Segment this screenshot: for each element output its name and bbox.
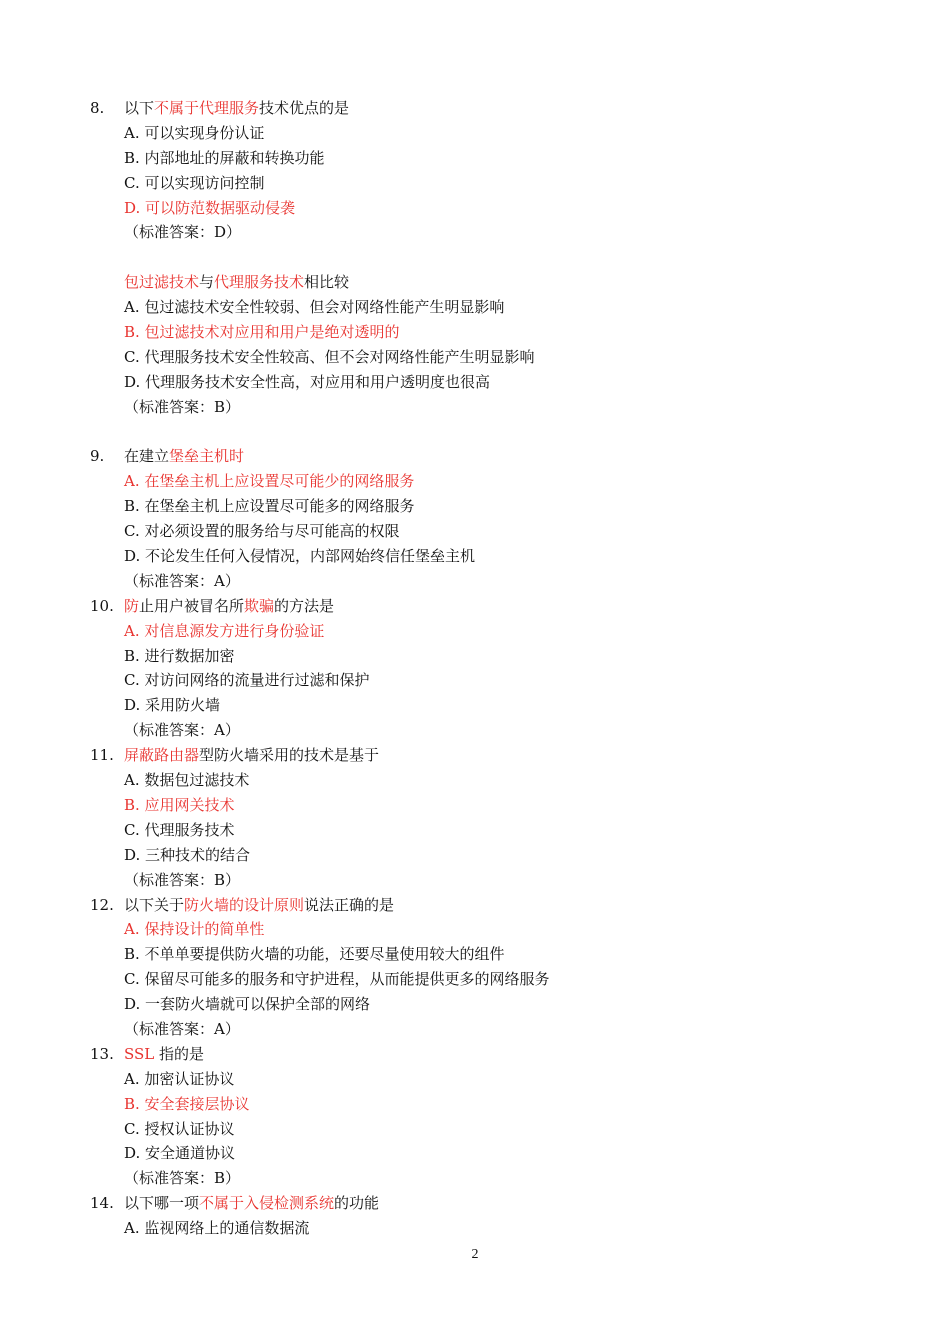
- answer-row: [0, 395, 950, 420]
- option-row: [0, 942, 950, 967]
- option-row: [0, 818, 950, 843]
- answer-option: C. 对访问网络的流量进行过滤和保护: [124, 671, 370, 690]
- option-row: [0, 345, 950, 370]
- answer-option: B. 进行数据加密: [124, 646, 235, 665]
- option-row: [0, 469, 950, 494]
- option-row: [0, 146, 950, 171]
- question-stem-row: [0, 1042, 950, 1067]
- answer-row: [0, 220, 950, 245]
- option-row: [0, 1092, 950, 1117]
- stem-text: 与: [199, 273, 215, 292]
- blank-line: [0, 420, 950, 445]
- answer-option: C. 对必须设置的服务给与尽可能高的权限: [124, 522, 400, 541]
- stem-text: 技术优点的是: [259, 99, 350, 117]
- option-row: [0, 793, 950, 818]
- standard-answer: （标准答案：A）: [124, 721, 240, 740]
- correct-option: A. 在堡垒主机上应设置尽可能少的网络服务: [124, 472, 415, 491]
- answer-option: C. 代理服务技术安全性较高、但不会对网络性能产生明显影响: [124, 347, 535, 366]
- question-block: [0, 444, 950, 593]
- stem-text: 止用户被冒名所: [139, 596, 245, 615]
- option-row: [0, 295, 950, 320]
- answer-option: D. 三种技术的结合: [124, 845, 251, 864]
- document-body: [0, 96, 950, 1241]
- question-stem: [124, 594, 334, 619]
- question-stem: [124, 743, 379, 768]
- correct-option: B. 安全套接层协议: [124, 1094, 250, 1113]
- question-stem: [124, 444, 244, 469]
- stem-text: 在建立: [124, 447, 170, 466]
- option-row: [0, 668, 950, 693]
- blank-line: [0, 245, 950, 270]
- question-block: [0, 1042, 950, 1191]
- answer-option: C. 保留尽可能多的服务和守护进程，从而能提供更多的网络服务: [124, 970, 550, 989]
- option-row: [0, 917, 950, 942]
- answer-option: A. 监视网络上的通信数据流: [124, 1219, 310, 1238]
- highlighted-keyword: 不属于代理服务: [154, 99, 260, 117]
- question-block: [0, 743, 950, 892]
- answer-option: B. 不单单要提供防火墙的功能，还要尽量使用较大的组件: [124, 945, 505, 964]
- question-block: [0, 270, 950, 444]
- highlighted-keyword: 代理服务技术: [214, 273, 305, 292]
- option-row: [0, 320, 950, 345]
- answer-option: C. 授权认证协议: [124, 1119, 235, 1138]
- question-block: [0, 96, 950, 270]
- option-row: [0, 1067, 950, 1092]
- question-stem-row: [0, 270, 950, 295]
- answer-row: [0, 1166, 950, 1191]
- highlighted-keyword: SSL: [124, 1044, 155, 1063]
- question-stem-row: [0, 893, 950, 918]
- option-row: [0, 693, 950, 718]
- question-block: [0, 893, 950, 1042]
- option-row: [0, 196, 950, 221]
- answer-row: [0, 868, 950, 893]
- standard-answer: （标准答案：A）: [124, 571, 240, 590]
- question-stem-row: [0, 444, 950, 469]
- option-row: [0, 370, 950, 395]
- standard-answer: （标准答案：B）: [124, 1169, 241, 1188]
- stem-text: 以下关于: [124, 895, 185, 914]
- highlighted-keyword: 包过滤技术: [124, 273, 200, 292]
- correct-option: A. 保持设计的简单性: [124, 920, 265, 939]
- option-row: [0, 644, 950, 669]
- answer-option: A. 加密认证协议: [124, 1069, 235, 1088]
- question-stem: [124, 893, 394, 918]
- stem-text: 型防火墙采用的技术是基于: [199, 746, 380, 765]
- answer-option: D. 代理服务技术安全性高，对应用和用户透明度也很高: [124, 372, 491, 391]
- option-row: [0, 171, 950, 196]
- question-stem-row: [0, 594, 950, 619]
- correct-option: A. 对信息源发方进行身份验证: [124, 621, 325, 640]
- stem-text: 说法正确的是: [304, 895, 395, 914]
- standard-answer: （标准答案：A）: [124, 1019, 240, 1038]
- answer-option: B. 内部地址的屏蔽和转换功能: [124, 148, 325, 167]
- page-number: 2: [471, 1247, 479, 1262]
- highlighted-keyword: 欺骗: [244, 596, 275, 615]
- highlighted-keyword: 防火墙的设计原则: [184, 895, 305, 914]
- answer-option: C. 代理服务技术: [124, 820, 235, 839]
- stem-text: 相比较: [304, 273, 350, 292]
- answer-option: D. 采用防火墙: [124, 696, 221, 715]
- stem-text: 的方法是: [274, 596, 335, 615]
- answer-option: B. 在堡垒主机上应设置尽可能多的网络服务: [124, 497, 415, 516]
- question-stem: [124, 270, 349, 295]
- question-number: 13.: [90, 1044, 114, 1063]
- question-number: 9.: [90, 447, 105, 466]
- question-stem-row: [0, 743, 950, 768]
- question-number: 12.: [90, 895, 114, 914]
- standard-answer: （标准答案：B）: [124, 397, 241, 416]
- question-stem: [124, 96, 349, 121]
- question-stem-row: [0, 1191, 950, 1216]
- option-row: [0, 768, 950, 793]
- stem-text: 以下哪一项: [124, 1194, 200, 1213]
- answer-option: A. 包过滤技术安全性较弱、但会对网络性能产生明显影响: [124, 298, 505, 317]
- highlighted-keyword: 堡垒主机时: [169, 447, 245, 466]
- question-number: 10.: [90, 596, 114, 615]
- question-stem-row: [0, 96, 950, 121]
- question-block: [0, 1191, 950, 1241]
- answer-row: [0, 569, 950, 594]
- option-row: [0, 992, 950, 1017]
- stem-text: 指的是: [154, 1044, 205, 1063]
- stem-text: 以下: [124, 99, 155, 117]
- standard-answer: （标准答案：B）: [124, 870, 241, 889]
- answer-option: D. 不论发生任何入侵情况，内部网始终信任堡垒主机: [124, 547, 476, 566]
- option-row: [0, 519, 950, 544]
- option-row: [0, 494, 950, 519]
- highlighted-keyword: 屏蔽路由器: [124, 746, 200, 765]
- option-row: [0, 121, 950, 146]
- correct-option: B. 应用网关技术: [124, 795, 235, 814]
- question-number: 14.: [90, 1194, 114, 1213]
- question-stem: [124, 1191, 379, 1216]
- option-row: [0, 843, 950, 868]
- answer-row: [0, 1017, 950, 1042]
- option-row: [0, 967, 950, 992]
- option-row: [0, 1141, 950, 1166]
- answer-option: D. 安全通道协议: [124, 1144, 236, 1163]
- correct-option: B. 包过滤技术对应用和用户是绝对透明的: [124, 323, 400, 342]
- question-block: [0, 594, 950, 743]
- answer-option: A. 可以实现身份认证: [124, 123, 265, 142]
- option-row: [0, 1216, 950, 1241]
- answer-option: C. 可以实现访问控制: [124, 173, 265, 192]
- highlighted-keyword: 防: [124, 596, 140, 615]
- option-row: [0, 1117, 950, 1142]
- question-stem: [124, 1042, 204, 1067]
- correct-option: D. 可以防范数据驱动侵袭: [124, 198, 296, 217]
- question-number: 8.: [90, 99, 105, 117]
- standard-answer: （标准答案：D）: [124, 223, 242, 242]
- highlighted-keyword: 不属于入侵检测系统: [199, 1194, 335, 1213]
- answer-row: [0, 718, 950, 743]
- answer-option: A. 数据包过滤技术: [124, 771, 250, 790]
- stem-text: 的功能: [334, 1194, 380, 1213]
- option-row: [0, 544, 950, 569]
- answer-option: D. 一套防火墙就可以保护全部的网络: [124, 995, 371, 1014]
- question-number: 11.: [90, 746, 114, 765]
- option-row: [0, 619, 950, 644]
